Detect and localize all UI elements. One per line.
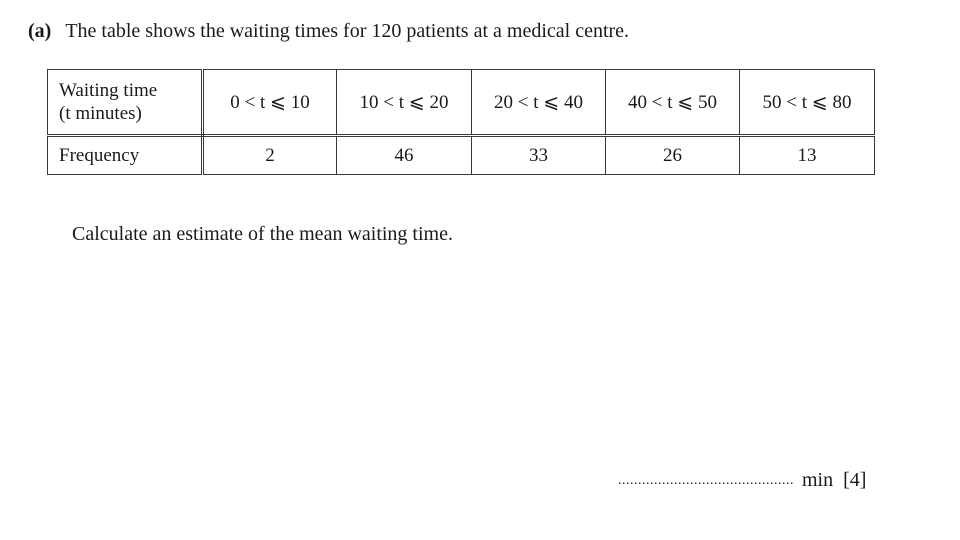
waiting-time-label: Waiting time [59, 80, 158, 101]
question-line [28, 18, 629, 44]
question-text: The table shows the waiting times for 120 patients at a medical centre. [65, 20, 630, 42]
answer-dots: ............................................ [618, 473, 794, 488]
frequency-cell: 2 [203, 136, 337, 175]
frequency-cell: 33 [472, 136, 606, 175]
instruction-text: Calculate an estimate of the mean waiting time. [72, 223, 453, 245]
frequency-cell: 46 [337, 136, 472, 175]
interval-cell: 10 < t ⩽ 20 [337, 70, 472, 136]
frequency-cell: 26 [606, 136, 740, 175]
frequency-cell: 13 [740, 136, 875, 175]
interval-cell: 40 < t ⩽ 50 [606, 70, 740, 136]
minutes-label: (t minutes) [59, 103, 142, 124]
interval-cell: 20 < t ⩽ 40 [472, 70, 606, 136]
answer-line [618, 467, 866, 494]
marks-label: [4] [843, 469, 867, 491]
frequency-table [47, 69, 875, 175]
frequency-row [48, 136, 875, 175]
interval-cell: 0 < t ⩽ 10 [203, 70, 337, 136]
waiting-time-header [48, 70, 203, 136]
part-label: (a) [28, 20, 52, 42]
frequency-header: Frequency [48, 136, 203, 175]
interval-row [48, 70, 875, 136]
interval-cell: 50 < t ⩽ 80 [740, 70, 875, 136]
answer-unit: min [802, 469, 834, 491]
